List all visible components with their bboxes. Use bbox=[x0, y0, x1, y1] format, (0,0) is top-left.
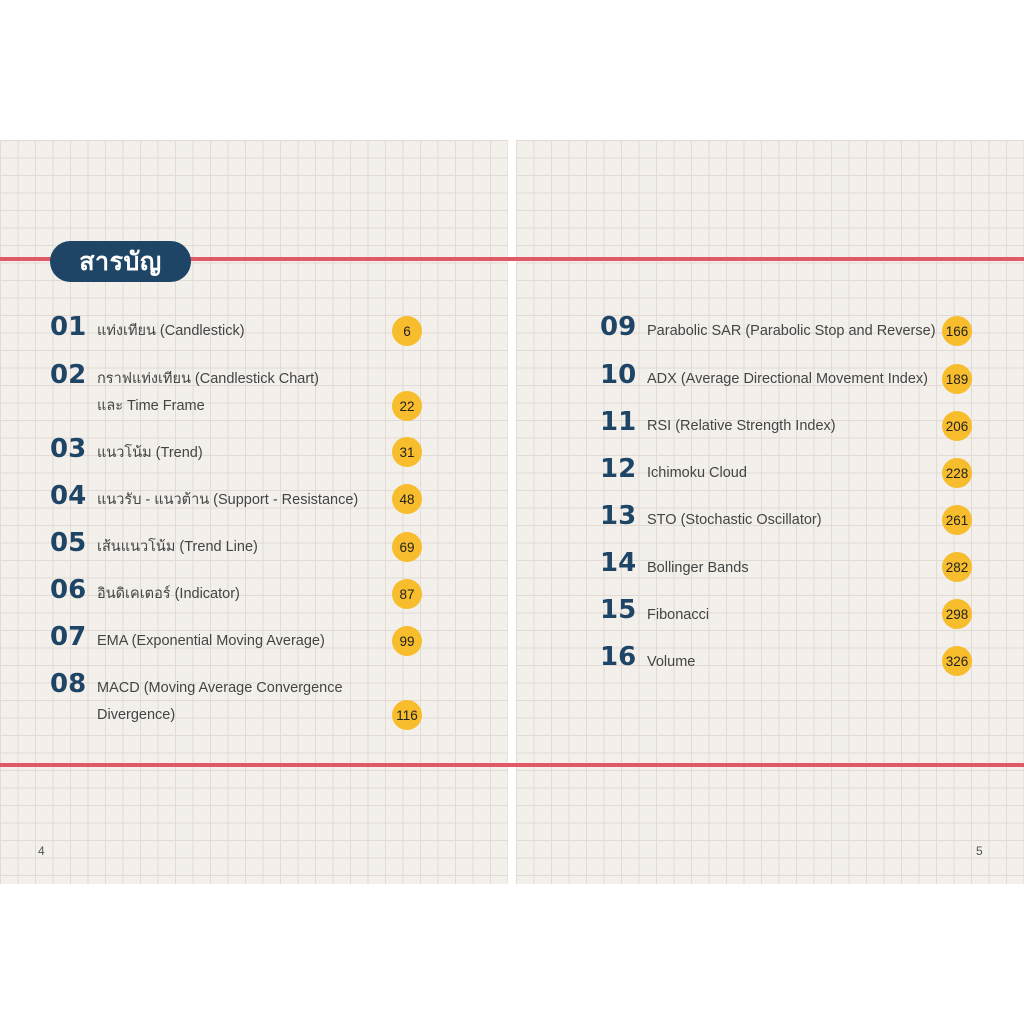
entry-number: 04 bbox=[50, 481, 87, 511]
entry-number: 15 bbox=[600, 595, 637, 625]
entry-number: 02 bbox=[50, 360, 87, 390]
entry-title-line2: Divergence) bbox=[97, 707, 176, 723]
entry-number: 16 bbox=[600, 642, 637, 672]
entry-title-line2: และ Time Frame bbox=[97, 398, 205, 414]
page-badge: 48 bbox=[392, 484, 422, 514]
page-badge: 6 bbox=[392, 316, 422, 346]
entry-title: Fibonacci bbox=[647, 607, 710, 623]
page-badge: 116 bbox=[392, 700, 422, 730]
page-badge: 326 bbox=[942, 646, 972, 676]
page-badge: 166 bbox=[942, 316, 972, 346]
page-badge: 99 bbox=[392, 626, 422, 656]
entry-title: เส้นแนวโน้ม (Trend Line) bbox=[97, 539, 258, 555]
entry-title: กราฟแท่งเทียน (Candlestick Chart) bbox=[97, 371, 320, 387]
entry-title: RSI (Relative Strength Index) bbox=[647, 418, 836, 434]
page-badge: 87 bbox=[392, 579, 422, 609]
page-number-left: 4 bbox=[38, 844, 45, 858]
entry-title: แนวรับ - แนวต้าน (Support - Resistance) bbox=[97, 492, 359, 508]
entry-number: 06 bbox=[50, 575, 87, 605]
entry-title: อินดิเคเตอร์ (Indicator) bbox=[97, 586, 240, 602]
entry-title: แท่งเทียน (Candlestick) bbox=[97, 323, 245, 339]
entry-title: Parabolic SAR (Parabolic Stop and Reverse) bbox=[647, 323, 936, 339]
page-number-right: 5 bbox=[976, 844, 983, 858]
entry-number: 12 bbox=[600, 454, 637, 484]
entry-number: 14 bbox=[600, 548, 637, 578]
page-badge: 282 bbox=[942, 552, 972, 582]
entry-number: 01 bbox=[50, 312, 87, 342]
entry-title: แนวโน้ม (Trend) bbox=[97, 445, 203, 461]
page-badge: 69 bbox=[392, 532, 422, 562]
page-badge: 298 bbox=[942, 599, 972, 629]
entry-title: EMA (Exponential Moving Average) bbox=[97, 633, 325, 649]
entry-title: Volume bbox=[647, 654, 696, 670]
entry-title: STO (Stochastic Oscillator) bbox=[647, 512, 822, 528]
entry-number: 08 bbox=[50, 669, 87, 699]
entry-number: 13 bbox=[600, 501, 637, 531]
page-badge: 261 bbox=[942, 505, 972, 535]
entry-number: 07 bbox=[50, 622, 87, 652]
page-title: สารบัญ bbox=[50, 241, 191, 282]
entry-number: 11 bbox=[600, 407, 637, 437]
entry-number: 09 bbox=[600, 312, 637, 342]
entry-number: 03 bbox=[50, 434, 87, 464]
entry-number: 10 bbox=[600, 360, 637, 390]
entry-title: Bollinger Bands bbox=[647, 560, 749, 576]
entry-title: ADX (Average Directional Movement Index) bbox=[647, 371, 928, 387]
page-badge: 206 bbox=[942, 411, 972, 441]
page-badge: 31 bbox=[392, 437, 422, 467]
entry-title: MACD (Moving Average Convergence bbox=[97, 680, 343, 696]
entry-title: Ichimoku Cloud bbox=[647, 465, 747, 481]
page-badge: 228 bbox=[942, 458, 972, 488]
entry-number: 05 bbox=[50, 528, 87, 558]
page-badge: 189 bbox=[942, 364, 972, 394]
bottom-red-rule bbox=[0, 763, 1024, 767]
page-badge: 22 bbox=[392, 391, 422, 421]
